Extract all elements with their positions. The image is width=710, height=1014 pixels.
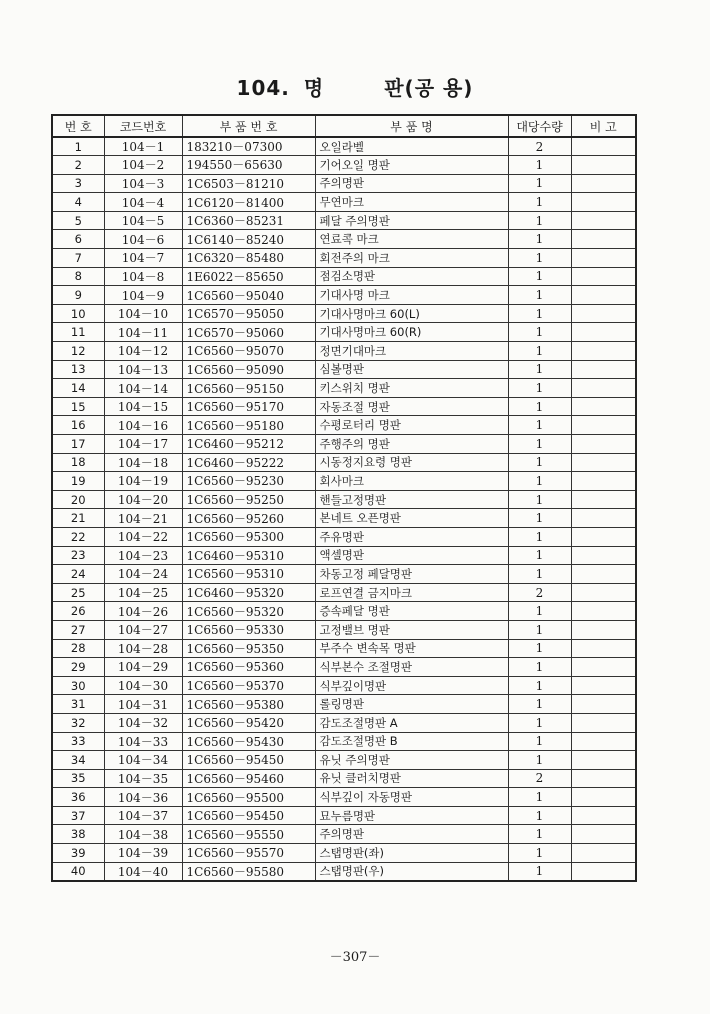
quantity: 1 [508, 639, 571, 658]
remarks [571, 788, 636, 807]
remarks [571, 342, 636, 361]
remarks [571, 565, 636, 584]
table-row [52, 565, 636, 584]
code-number: 104－7 [104, 249, 182, 268]
quantity: 1 [508, 695, 571, 714]
table-row [52, 546, 636, 565]
table-row [52, 230, 636, 249]
remarks [571, 695, 636, 714]
code-number: 104－5 [104, 211, 182, 230]
quantity: 1 [508, 527, 571, 546]
part-name: 기대사명 마크 [315, 286, 508, 305]
table-row [52, 379, 636, 398]
quantity: 1 [508, 732, 571, 751]
quantity: 1 [508, 397, 571, 416]
remarks [571, 453, 636, 472]
part-name: 오일라벨 [315, 137, 508, 156]
part-number: 1C6560－95170 [182, 397, 315, 416]
remarks [571, 193, 636, 212]
code-number: 104－31 [104, 695, 182, 714]
part-number: 1C6560－95070 [182, 342, 315, 361]
quantity: 1 [508, 844, 571, 863]
code-number: 104－1 [104, 137, 182, 156]
remarks [571, 156, 636, 175]
part-name: 액셀명판 [315, 546, 508, 565]
parts-table [51, 114, 637, 882]
quantity: 1 [508, 565, 571, 584]
part-number: 1C6560－95310 [182, 565, 315, 584]
part-number: 1C6560－95150 [182, 379, 315, 398]
remarks [571, 620, 636, 639]
remarks [571, 249, 636, 268]
remarks [571, 825, 636, 844]
table-row [52, 862, 636, 881]
header-code-no: 코드번호 [104, 115, 182, 137]
row-number: 35 [52, 769, 104, 788]
part-number: 1C6560－95450 [182, 806, 315, 825]
part-name: 핸들고정명판 [315, 490, 508, 509]
quantity: 1 [508, 546, 571, 565]
part-name: 식부깊이 자동명판 [315, 788, 508, 807]
table-row [52, 323, 636, 342]
remarks [571, 416, 636, 435]
remarks [571, 639, 636, 658]
row-number: 30 [52, 676, 104, 695]
part-number: 1C6460－95212 [182, 435, 315, 454]
row-number: 1 [52, 137, 104, 156]
table-row [52, 267, 636, 286]
quantity: 1 [508, 713, 571, 732]
code-number: 104－23 [104, 546, 182, 565]
code-number: 104－14 [104, 379, 182, 398]
table-row [52, 695, 636, 714]
part-name: 유닛 주의명판 [315, 751, 508, 770]
header-part-name: 부 품 명 [315, 115, 508, 137]
row-number: 38 [52, 825, 104, 844]
code-number: 104－17 [104, 435, 182, 454]
code-number: 104－24 [104, 565, 182, 584]
code-number: 104－3 [104, 174, 182, 193]
table-row [52, 174, 636, 193]
code-number: 104－27 [104, 620, 182, 639]
part-name: 스탭명판(좌) [315, 844, 508, 863]
remarks [571, 304, 636, 323]
row-number: 10 [52, 304, 104, 323]
part-number: 1C6560－95580 [182, 862, 315, 881]
table-row [52, 137, 636, 156]
part-number: 1C6560－95180 [182, 416, 315, 435]
code-number: 104－26 [104, 602, 182, 621]
row-number: 39 [52, 844, 104, 863]
remarks [571, 472, 636, 491]
part-name: 주행주의 명판 [315, 435, 508, 454]
table-row [52, 342, 636, 361]
part-name: 묘누름명판 [315, 806, 508, 825]
remarks [571, 211, 636, 230]
table-row [52, 193, 636, 212]
part-name: 주의명판 [315, 174, 508, 193]
quantity: 1 [508, 156, 571, 175]
part-name: 연료콕 마크 [315, 230, 508, 249]
code-number: 104－2 [104, 156, 182, 175]
code-number: 104－16 [104, 416, 182, 435]
remarks [571, 546, 636, 565]
row-number: 20 [52, 490, 104, 509]
remarks [571, 732, 636, 751]
quantity: 1 [508, 806, 571, 825]
quantity: 1 [508, 676, 571, 695]
remarks [571, 267, 636, 286]
row-number: 22 [52, 527, 104, 546]
part-number: 1C6560－95420 [182, 713, 315, 732]
part-name: 자동조절 명판 [315, 397, 508, 416]
part-number: 1C6570－95060 [182, 323, 315, 342]
part-number: 1C6460－95222 [182, 453, 315, 472]
part-number: 1C6560－95550 [182, 825, 315, 844]
row-number: 19 [52, 472, 104, 491]
part-number: 1C6560－95320 [182, 602, 315, 621]
quantity: 2 [508, 583, 571, 602]
row-number: 17 [52, 435, 104, 454]
remarks [571, 397, 636, 416]
code-number: 104－34 [104, 751, 182, 770]
row-number: 32 [52, 713, 104, 732]
code-number: 104－15 [104, 397, 182, 416]
code-number: 104－4 [104, 193, 182, 212]
page-title [0, 72, 710, 101]
part-number: 183210－07300 [182, 137, 315, 156]
header-remarks: 비 고 [571, 115, 636, 137]
code-number: 104－35 [104, 769, 182, 788]
part-number: 1C6560－95380 [182, 695, 315, 714]
table-body [52, 137, 636, 881]
table-header-row [52, 115, 636, 137]
row-number: 9 [52, 286, 104, 305]
remarks [571, 602, 636, 621]
row-number: 6 [52, 230, 104, 249]
table-row [52, 397, 636, 416]
part-number: 1C6460－95320 [182, 583, 315, 602]
part-name: 주의명판 [315, 825, 508, 844]
part-number: 1C6560－95040 [182, 286, 315, 305]
part-number: 1C6560－95330 [182, 620, 315, 639]
table-row [52, 435, 636, 454]
part-name: 감도조절명판 B [315, 732, 508, 751]
part-name: 롤링명판 [315, 695, 508, 714]
page-number: －307－ [329, 950, 381, 965]
row-number: 8 [52, 267, 104, 286]
table-row [52, 304, 636, 323]
row-number: 15 [52, 397, 104, 416]
code-number: 104－38 [104, 825, 182, 844]
quantity: 1 [508, 360, 571, 379]
part-number: 1C6560－95450 [182, 751, 315, 770]
remarks [571, 862, 636, 881]
quantity: 1 [508, 751, 571, 770]
quantity: 1 [508, 472, 571, 491]
quantity: 1 [508, 211, 571, 230]
code-number: 104－9 [104, 286, 182, 305]
code-number: 104－36 [104, 788, 182, 807]
remarks [571, 286, 636, 305]
row-number: 13 [52, 360, 104, 379]
row-number: 12 [52, 342, 104, 361]
code-number: 104－33 [104, 732, 182, 751]
table-row [52, 509, 636, 528]
remarks [571, 360, 636, 379]
row-number: 24 [52, 565, 104, 584]
table-row [52, 788, 636, 807]
quantity: 1 [508, 658, 571, 677]
remarks [571, 676, 636, 695]
remarks [571, 490, 636, 509]
quantity: 1 [508, 825, 571, 844]
quantity: 1 [508, 620, 571, 639]
quantity: 1 [508, 174, 571, 193]
table-row [52, 416, 636, 435]
row-number: 27 [52, 620, 104, 639]
code-number: 104－22 [104, 527, 182, 546]
row-number: 14 [52, 379, 104, 398]
code-number: 104－40 [104, 862, 182, 881]
code-number: 104－25 [104, 583, 182, 602]
table-row [52, 472, 636, 491]
row-number: 11 [52, 323, 104, 342]
part-name: 기대사명마크 60(L) [315, 304, 508, 323]
row-number: 40 [52, 862, 104, 881]
part-name: 회전주의 마크 [315, 249, 508, 268]
remarks [571, 658, 636, 677]
code-number: 104－21 [104, 509, 182, 528]
header-no: 번 호 [52, 115, 104, 137]
table-row [52, 806, 636, 825]
part-name: 식부깊이명판 [315, 676, 508, 695]
quantity: 1 [508, 509, 571, 528]
part-name: 시동정지요령 명판 [315, 453, 508, 472]
remarks [571, 583, 636, 602]
remarks [571, 174, 636, 193]
quantity: 1 [508, 602, 571, 621]
part-name: 기대사명마크 60(R) [315, 323, 508, 342]
code-number: 104－18 [104, 453, 182, 472]
quantity: 2 [508, 137, 571, 156]
remarks [571, 379, 636, 398]
row-number: 34 [52, 751, 104, 770]
quantity: 1 [508, 304, 571, 323]
part-name: 차동고정 페달명판 [315, 565, 508, 584]
part-number: 1C6560－95500 [182, 788, 315, 807]
part-name: 유닛 클러치명판 [315, 769, 508, 788]
part-name: 회사마크 [315, 472, 508, 491]
quantity: 1 [508, 193, 571, 212]
part-number: 1C6560－95360 [182, 658, 315, 677]
row-number: 18 [52, 453, 104, 472]
title-left: 명 [303, 76, 325, 100]
remarks [571, 527, 636, 546]
remarks [571, 435, 636, 454]
section-number: 104. [236, 76, 290, 100]
part-name: 식부본수 조절명판 [315, 658, 508, 677]
part-number: 1C6560－95460 [182, 769, 315, 788]
part-name: 감도조절명판 A [315, 713, 508, 732]
code-number: 104－11 [104, 323, 182, 342]
part-name: 스탭명판(우) [315, 862, 508, 881]
remarks [571, 751, 636, 770]
code-number: 104－29 [104, 658, 182, 677]
part-number: 1C6570－95050 [182, 304, 315, 323]
remarks [571, 323, 636, 342]
row-number: 21 [52, 509, 104, 528]
code-number: 104－13 [104, 360, 182, 379]
part-number: 1C6560－95350 [182, 639, 315, 658]
code-number: 104－6 [104, 230, 182, 249]
title-right: 판(공 용) [384, 76, 474, 100]
part-name: 고정밸브 명판 [315, 620, 508, 639]
part-name: 심볼명판 [315, 360, 508, 379]
row-number: 28 [52, 639, 104, 658]
part-number: 1C6560－95230 [182, 472, 315, 491]
part-number: 1C6460－95310 [182, 546, 315, 565]
part-name: 점검소명판 [315, 267, 508, 286]
quantity: 1 [508, 267, 571, 286]
part-number: 1C6560－95300 [182, 527, 315, 546]
part-number: 1E6022－85650 [182, 267, 315, 286]
table-row [52, 713, 636, 732]
part-number: 1C6320－85480 [182, 249, 315, 268]
table-row [52, 620, 636, 639]
row-number: 4 [52, 193, 104, 212]
code-number: 104－10 [104, 304, 182, 323]
table-row [52, 639, 636, 658]
table-row [52, 527, 636, 546]
part-name: 기어오일 명판 [315, 156, 508, 175]
row-number: 25 [52, 583, 104, 602]
table-row [52, 249, 636, 268]
table-row [52, 490, 636, 509]
table-row [52, 732, 636, 751]
row-number: 16 [52, 416, 104, 435]
row-number: 31 [52, 695, 104, 714]
row-number: 36 [52, 788, 104, 807]
table-row [52, 286, 636, 305]
part-name: 부주수 변속목 명판 [315, 639, 508, 658]
quantity: 1 [508, 416, 571, 435]
part-number: 1C6560－95430 [182, 732, 315, 751]
header-qty: 대당수량 [508, 115, 571, 137]
quantity: 1 [508, 490, 571, 509]
quantity: 1 [508, 453, 571, 472]
quantity: 1 [508, 862, 571, 881]
part-number: 194550－65630 [182, 156, 315, 175]
part-name: 정면기대마크 [315, 342, 508, 361]
table-row [52, 844, 636, 863]
part-name: 본네트 오픈명판 [315, 509, 508, 528]
quantity: 2 [508, 769, 571, 788]
quantity: 1 [508, 342, 571, 361]
table-row [52, 751, 636, 770]
table-row [52, 583, 636, 602]
part-name: 주유명판 [315, 527, 508, 546]
quantity: 1 [508, 435, 571, 454]
remarks [571, 509, 636, 528]
table-row [52, 658, 636, 677]
remarks [571, 713, 636, 732]
table-row [52, 453, 636, 472]
row-number: 23 [52, 546, 104, 565]
quantity: 1 [508, 379, 571, 398]
part-name: 페달 주의명판 [315, 211, 508, 230]
row-number: 2 [52, 156, 104, 175]
row-number: 33 [52, 732, 104, 751]
remarks [571, 844, 636, 863]
row-number: 26 [52, 602, 104, 621]
quantity: 1 [508, 323, 571, 342]
row-number: 5 [52, 211, 104, 230]
part-name: 로프연결 금지마크 [315, 583, 508, 602]
code-number: 104－20 [104, 490, 182, 509]
code-number: 104－28 [104, 639, 182, 658]
remarks [571, 230, 636, 249]
table-row [52, 602, 636, 621]
code-number: 104－8 [104, 267, 182, 286]
row-number: 3 [52, 174, 104, 193]
table-row [52, 825, 636, 844]
part-number: 1C6360－85231 [182, 211, 315, 230]
code-number: 104－19 [104, 472, 182, 491]
table-row [52, 156, 636, 175]
row-number: 37 [52, 806, 104, 825]
part-number: 1C6140－85240 [182, 230, 315, 249]
quantity: 1 [508, 249, 571, 268]
table-row [52, 676, 636, 695]
remarks [571, 137, 636, 156]
quantity: 1 [508, 230, 571, 249]
row-number: 29 [52, 658, 104, 677]
code-number: 104－37 [104, 806, 182, 825]
quantity: 1 [508, 788, 571, 807]
part-number: 1C6560－95250 [182, 490, 315, 509]
part-name: 수평로터리 명판 [315, 416, 508, 435]
remarks [571, 806, 636, 825]
part-number: 1C6560－95570 [182, 844, 315, 863]
part-number: 1C6560－95260 [182, 509, 315, 528]
code-number: 104－30 [104, 676, 182, 695]
part-number: 1C6120－81400 [182, 193, 315, 212]
code-number: 104－12 [104, 342, 182, 361]
header-part-no: 부 품 번 호 [182, 115, 315, 137]
code-number: 104－39 [104, 844, 182, 863]
part-number: 1C6560－95090 [182, 360, 315, 379]
part-number: 1C6503－81210 [182, 174, 315, 193]
table-row [52, 211, 636, 230]
code-number: 104－32 [104, 713, 182, 732]
part-name: 증속페달 명판 [315, 602, 508, 621]
part-name: 무연마크 [315, 193, 508, 212]
part-name: 키스위치 명판 [315, 379, 508, 398]
part-number: 1C6560－95370 [182, 676, 315, 695]
table-row [52, 360, 636, 379]
row-number: 7 [52, 249, 104, 268]
remarks [571, 769, 636, 788]
table-row [52, 769, 636, 788]
quantity: 1 [508, 286, 571, 305]
